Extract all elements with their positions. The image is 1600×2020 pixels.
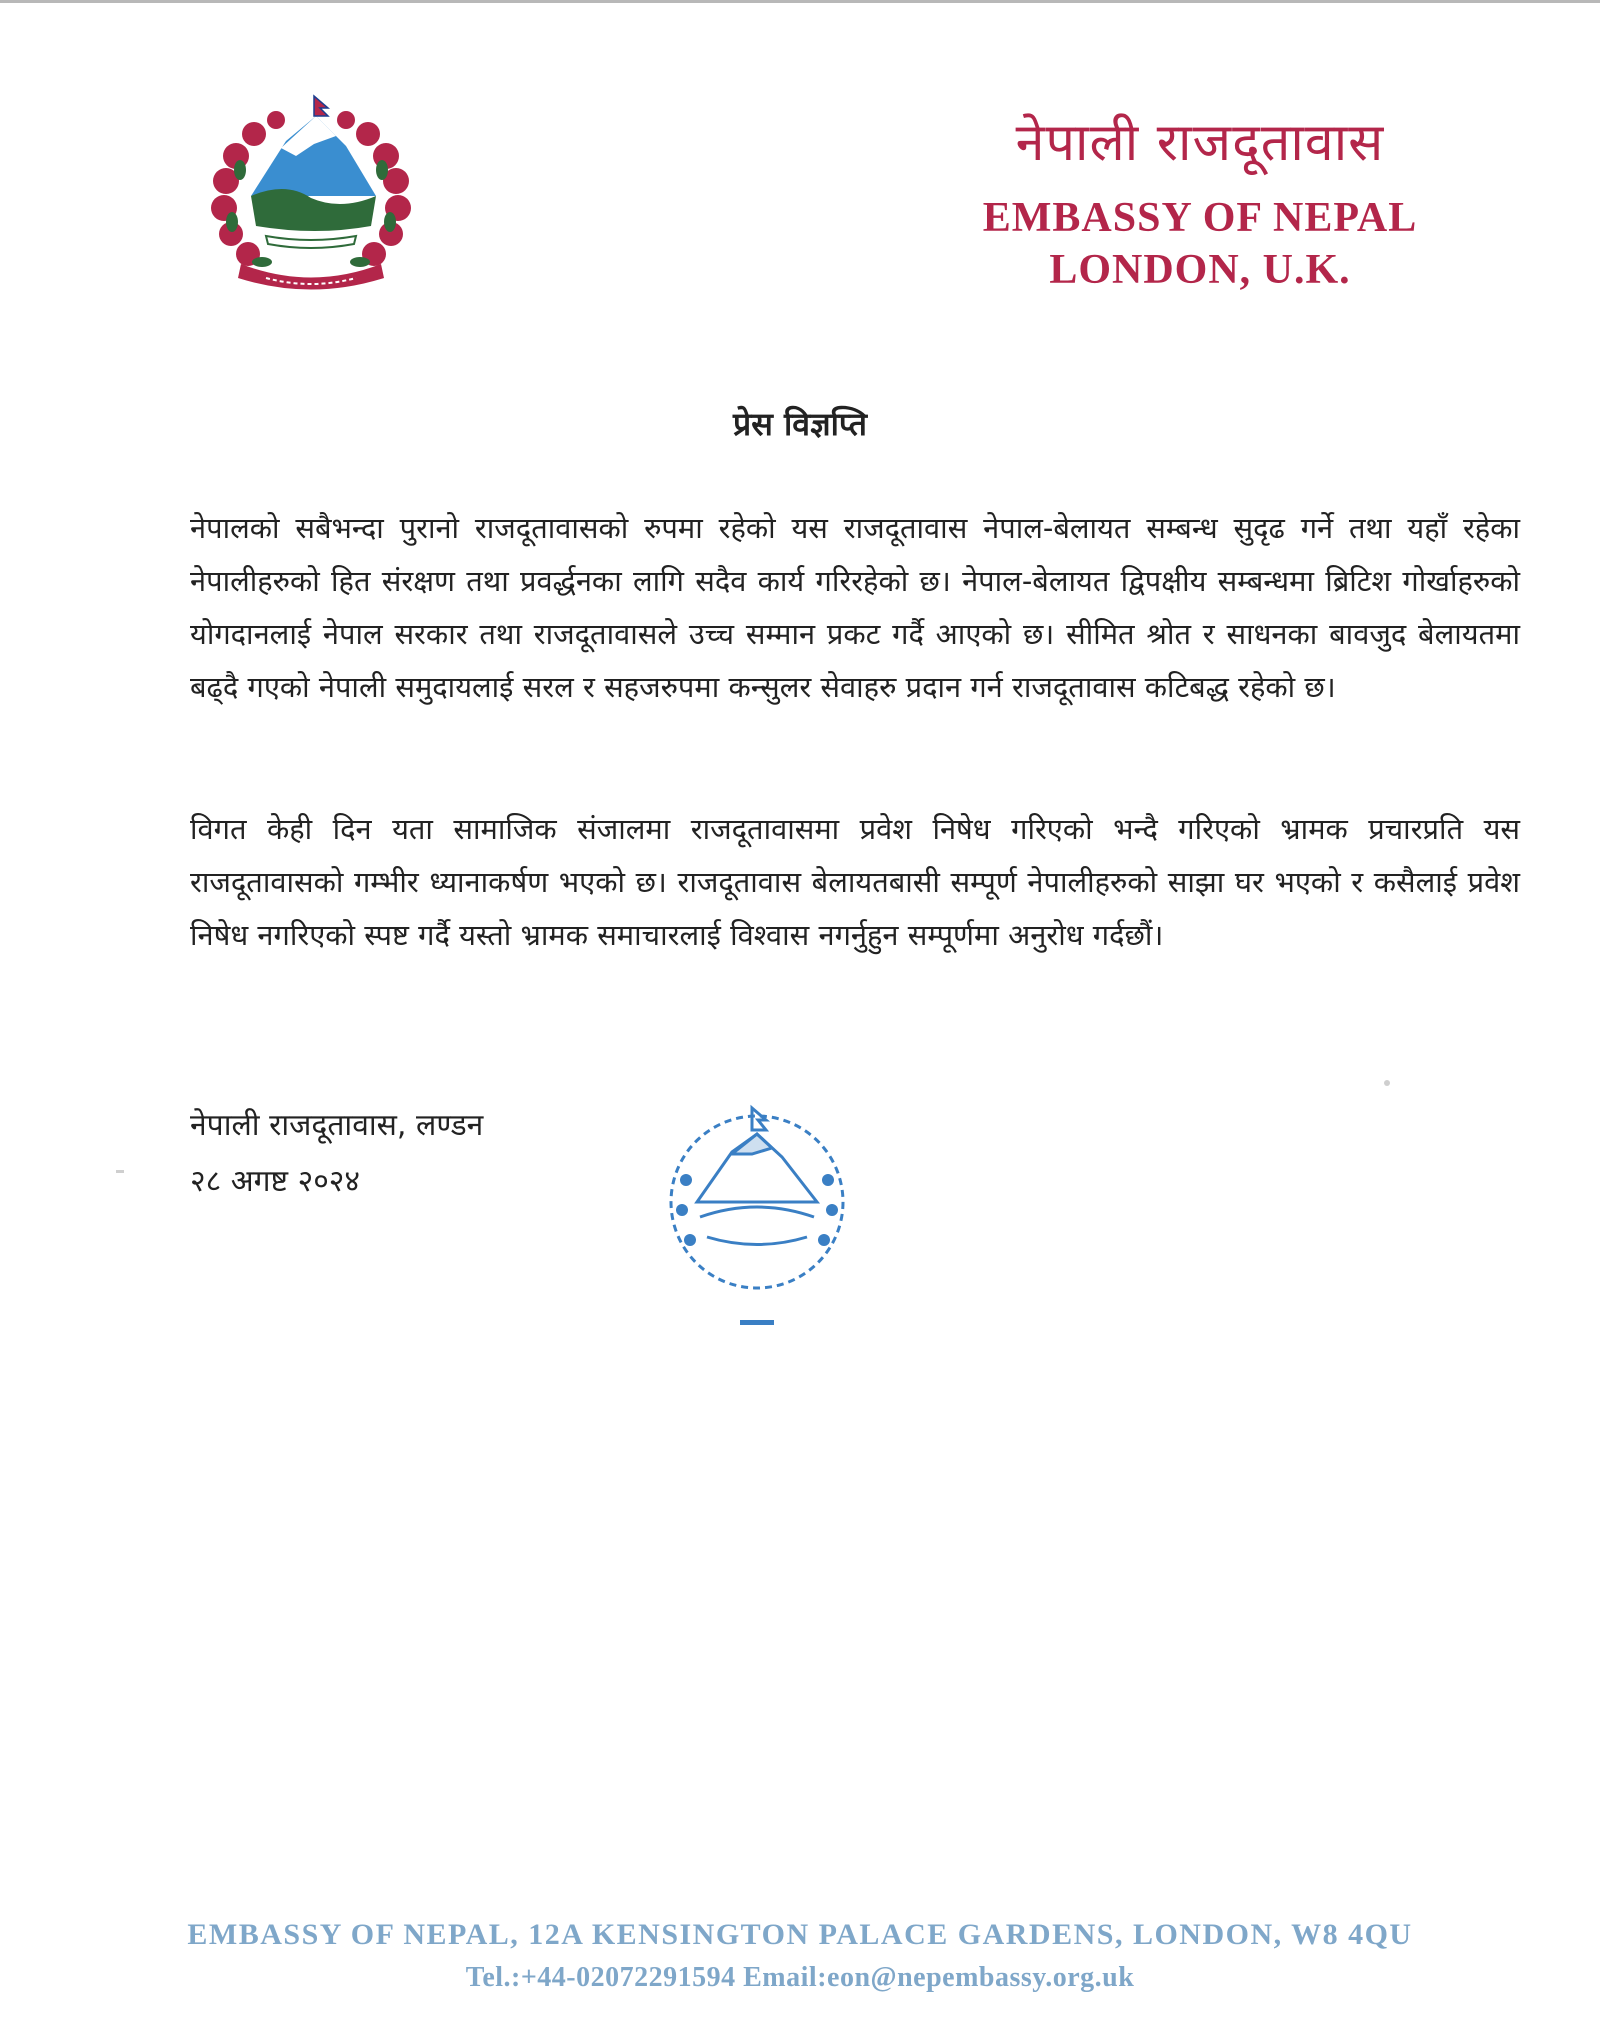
embassy-name-english: EMBASSY OF NEPAL <box>982 195 1418 241</box>
scan-speck <box>1384 1080 1390 1086</box>
embassy-contact: Tel.:+44-02072291594 Email:eon@nepembassy.org.uk <box>465 1962 1135 1993</box>
letter-footer <box>0 1918 1600 1994</box>
release-date: २८ अगष्ट २०२४ <box>190 1164 361 1199</box>
official-stamp <box>652 1092 862 1342</box>
signatory-name: नेपाली राजदूतावास, लण्डन <box>190 1108 484 1143</box>
scan-speck <box>116 1170 124 1173</box>
nepal-emblem-logo <box>196 86 426 296</box>
page-top-edge <box>0 0 1600 3</box>
embassy-location: LONDON, U.K. <box>1049 247 1351 293</box>
embassy-address: EMBASSY OF NEPAL, 12A KENSINGTON PALACE GARDENS, LONDON, W8 4QU <box>187 1918 1413 1951</box>
body-paragraph-1: नेपालको सबैभन्दा पुरानो राजदूतावासको रुपमा रहेको यस राजदूतावास नेपाल-बेलायत सम्बन्ध सुदृढ गर्ने तथा यहाँ रहेका नेपालीहरुको हित संरक्षण तथा प्रवर्द्धनका लागि सदैव कार्य गरिरहेको छ। नेपाल-बेलायत द्विपक्षीय सम्बन्धमा ब्रिटिश गोर्खाहरुको योगदानलाई नेपाल सरकार तथा राजदूतावासले उच्च सम्मान प्रकट गर्दै आएको छ। सीमित श्रोत र साधनका बावजुद बेलायतमा बढ्दै गएको नेपाली समुदायलाई सरल र सहजरुपमा कन्सुलर सेवाहरु प्रदान गर्न राजदूतावास कटिबद्ध रहेको छ। <box>190 511 1520 704</box>
body-paragraph-2: विगत केही दिन यता सामाजिक संजालमा राजदूतावासमा प्रवेश निषेध गरिएको भन्दै गरिएको भ्रामक प्रचारप्रति यस राजदूतावासको गम्भीर ध्यानाकर्षण भएको छ। राजदूतावास बेलायतबासी सम्पूर्ण नेपालीहरुको साझा घर भएको र कसैलाई प्रवेश निषेध नगरिएको स्पष्ट गर्दै यस्तो भ्रामक समाचारलाई विश्वास नगर्नुहुन सम्पूर्णमा अनुरोध गर्दछौं। <box>190 812 1520 952</box>
press-release-title: प्रेस विज्ञप्ति <box>733 405 867 443</box>
embassy-name-nepali: नेपाली राजदूतावास <box>1015 113 1385 173</box>
letterhead <box>930 105 1470 294</box>
signature-block <box>190 1098 483 1210</box>
